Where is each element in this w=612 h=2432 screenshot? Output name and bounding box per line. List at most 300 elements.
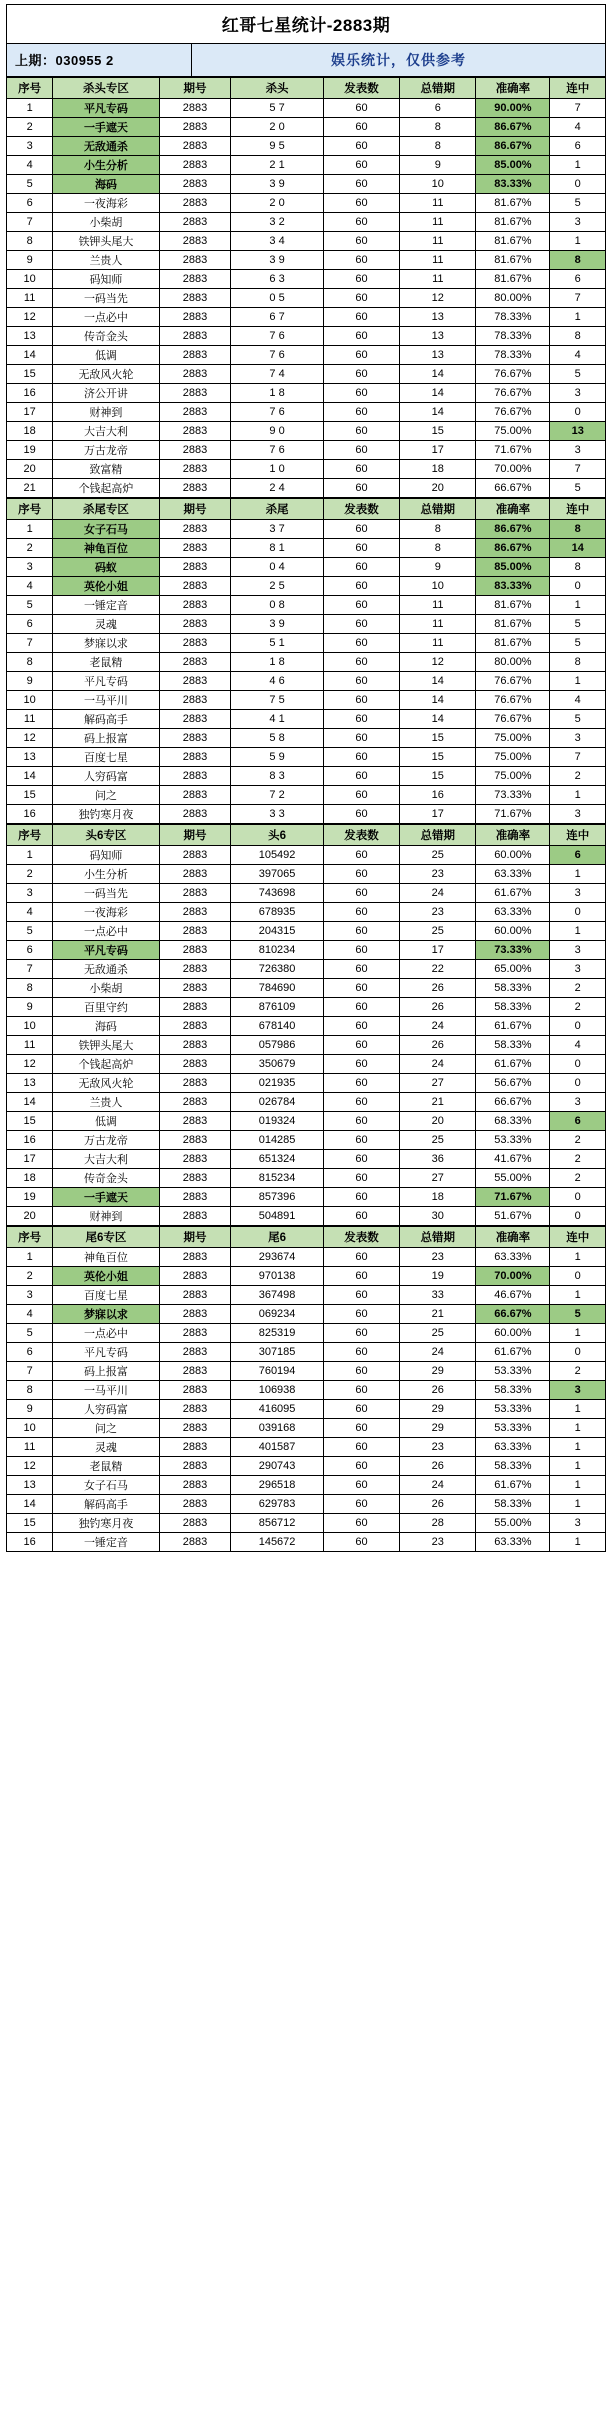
- table-row[interactable]: [7, 1381, 606, 1400]
- table-row[interactable]: [7, 1150, 606, 1169]
- table-row[interactable]: [7, 441, 606, 460]
- table-row[interactable]: [7, 270, 606, 289]
- table-row[interactable]: [7, 922, 606, 941]
- row-name: 大吉大利: [53, 1150, 159, 1169]
- row-name: 独钓寒月夜: [53, 1514, 159, 1533]
- row-index: 10: [7, 270, 53, 289]
- table-row[interactable]: [7, 903, 606, 922]
- table-row[interactable]: [7, 251, 606, 270]
- streak-header: 连中: [550, 499, 606, 520]
- table-row[interactable]: [7, 289, 606, 308]
- row-name: 无敌通杀: [53, 960, 159, 979]
- row-index: 12: [7, 1457, 53, 1476]
- table-row[interactable]: [7, 865, 606, 884]
- row-streak: 1: [550, 1495, 606, 1514]
- row-value: 2 4: [231, 479, 324, 498]
- row-name: 财神到: [53, 1207, 159, 1226]
- table-row[interactable]: [7, 1112, 606, 1131]
- row-value: 350679: [231, 1055, 324, 1074]
- table-row[interactable]: [7, 194, 606, 213]
- row-period: 2883: [159, 1400, 231, 1419]
- row-wrong: 23: [400, 1533, 476, 1552]
- row-index: 18: [7, 422, 53, 441]
- table-header-row: [7, 499, 606, 520]
- row-value: 815234: [231, 1169, 324, 1188]
- table-row[interactable]: [7, 213, 606, 232]
- row-index: 7: [7, 213, 53, 232]
- table-row[interactable]: [7, 1131, 606, 1150]
- row-publish: 60: [323, 520, 399, 539]
- table-row[interactable]: [7, 327, 606, 346]
- row-streak: 3: [550, 805, 606, 824]
- row-name: 英伦小姐: [53, 577, 159, 596]
- row-accuracy: 46.67%: [476, 1286, 550, 1305]
- table-row[interactable]: [7, 960, 606, 979]
- table-row[interactable]: [7, 1036, 606, 1055]
- row-name: 神龟百位: [53, 1248, 159, 1267]
- row-value: 3 4: [231, 232, 324, 251]
- row-period: 2883: [159, 1514, 231, 1533]
- row-streak: 5: [550, 194, 606, 213]
- row-period: 2883: [159, 308, 231, 327]
- row-period: 2883: [159, 327, 231, 346]
- table-row[interactable]: [7, 308, 606, 327]
- table-row[interactable]: [7, 1188, 606, 1207]
- table-row[interactable]: [7, 232, 606, 251]
- row-name: 一点必中: [53, 922, 159, 941]
- period-header: 期号: [159, 78, 231, 99]
- row-publish: 60: [323, 960, 399, 979]
- row-name: 无敌通杀: [53, 137, 159, 156]
- row-wrong: 24: [400, 884, 476, 903]
- row-wrong: 11: [400, 251, 476, 270]
- row-accuracy: 63.33%: [476, 865, 550, 884]
- row-index: 3: [7, 558, 53, 577]
- row-wrong: 12: [400, 289, 476, 308]
- row-name: 海码: [53, 175, 159, 194]
- row-publish: 60: [323, 1093, 399, 1112]
- row-wrong: 12: [400, 653, 476, 672]
- row-publish: 60: [323, 232, 399, 251]
- row-streak: 7: [550, 99, 606, 118]
- row-wrong: 13: [400, 308, 476, 327]
- table-row[interactable]: [7, 979, 606, 998]
- table-row[interactable]: [7, 1362, 606, 1381]
- table-row[interactable]: [7, 634, 606, 653]
- row-period: 2883: [159, 979, 231, 998]
- table-row[interactable]: [7, 346, 606, 365]
- row-accuracy: 81.67%: [476, 634, 550, 653]
- row-period: 2883: [159, 1207, 231, 1226]
- row-value: 106938: [231, 1381, 324, 1400]
- row-index: 5: [7, 1324, 53, 1343]
- row-index: 17: [7, 403, 53, 422]
- row-wrong: 13: [400, 346, 476, 365]
- row-period: 2883: [159, 1131, 231, 1150]
- row-value: 3 2: [231, 213, 324, 232]
- row-publish: 60: [323, 422, 399, 441]
- row-accuracy: 60.00%: [476, 922, 550, 941]
- table-header-row: [7, 1227, 606, 1248]
- row-wrong: 26: [400, 1381, 476, 1400]
- table-row[interactable]: [7, 884, 606, 903]
- row-accuracy: 80.00%: [476, 289, 550, 308]
- row-value: 743698: [231, 884, 324, 903]
- table-row[interactable]: [7, 691, 606, 710]
- previous-period-label: 上期：030955 2: [7, 44, 192, 76]
- row-index: 21: [7, 479, 53, 498]
- table-row[interactable]: [7, 1476, 606, 1495]
- row-name: 解码高手: [53, 1495, 159, 1514]
- table-row[interactable]: [7, 729, 606, 748]
- row-name: 小柴胡: [53, 213, 159, 232]
- table-row[interactable]: [7, 1457, 606, 1476]
- table-row[interactable]: [7, 596, 606, 615]
- row-name: 兰贵人: [53, 251, 159, 270]
- row-value: 0 4: [231, 558, 324, 577]
- row-wrong: 14: [400, 672, 476, 691]
- row-wrong: 15: [400, 729, 476, 748]
- row-accuracy: 58.33%: [476, 1457, 550, 1476]
- row-publish: 60: [323, 1112, 399, 1131]
- table-row[interactable]: [7, 460, 606, 479]
- table-row[interactable]: [7, 422, 606, 441]
- row-publish: 60: [323, 1286, 399, 1305]
- table-row[interactable]: [7, 710, 606, 729]
- table-row[interactable]: [7, 1514, 606, 1533]
- row-publish: 60: [323, 710, 399, 729]
- row-publish: 60: [323, 1400, 399, 1419]
- row-value: 7 6: [231, 346, 324, 365]
- row-period: 2883: [159, 1362, 231, 1381]
- row-name: 小柴胡: [53, 979, 159, 998]
- accuracy-header: 准确率: [476, 78, 550, 99]
- row-accuracy: 73.33%: [476, 786, 550, 805]
- row-streak: 3: [550, 960, 606, 979]
- row-name: 一锤定音: [53, 596, 159, 615]
- row-wrong: 18: [400, 1188, 476, 1207]
- row-index: 3: [7, 884, 53, 903]
- accuracy-header: 准确率: [476, 1227, 550, 1248]
- row-accuracy: 85.00%: [476, 156, 550, 175]
- row-accuracy: 90.00%: [476, 99, 550, 118]
- row-publish: 60: [323, 1207, 399, 1226]
- row-index: 16: [7, 1533, 53, 1552]
- row-index: 15: [7, 365, 53, 384]
- row-value: 5 8: [231, 729, 324, 748]
- row-value: 019324: [231, 1112, 324, 1131]
- row-wrong: 25: [400, 846, 476, 865]
- row-index: 15: [7, 1112, 53, 1131]
- zone-header: 头6专区: [53, 825, 159, 846]
- row-accuracy: 71.67%: [476, 805, 550, 824]
- table-row[interactable]: [7, 1074, 606, 1093]
- row-wrong: 27: [400, 1074, 476, 1093]
- row-period: 2883: [159, 1248, 231, 1267]
- row-streak: 1: [550, 596, 606, 615]
- row-publish: 60: [323, 365, 399, 384]
- table-row[interactable]: [7, 520, 606, 539]
- row-name: 百度七星: [53, 748, 159, 767]
- row-period: 2883: [159, 1150, 231, 1169]
- table-row[interactable]: [7, 1400, 606, 1419]
- row-name: 人穷码富: [53, 767, 159, 786]
- row-value: 021935: [231, 1074, 324, 1093]
- row-index: 14: [7, 1495, 53, 1514]
- row-index: 5: [7, 596, 53, 615]
- row-publish: 60: [323, 884, 399, 903]
- row-index: 20: [7, 1207, 53, 1226]
- table-row[interactable]: [7, 653, 606, 672]
- table-row[interactable]: [7, 479, 606, 498]
- row-value: 290743: [231, 1457, 324, 1476]
- row-accuracy: 86.67%: [476, 520, 550, 539]
- row-name: 老鼠精: [53, 1457, 159, 1476]
- row-streak: 1: [550, 1286, 606, 1305]
- row-period: 2883: [159, 520, 231, 539]
- row-name: 灵魂: [53, 1438, 159, 1457]
- row-accuracy: 75.00%: [476, 748, 550, 767]
- row-index: 13: [7, 1476, 53, 1495]
- row-streak: 7: [550, 289, 606, 308]
- row-streak: 1: [550, 156, 606, 175]
- row-streak: 6: [550, 846, 606, 865]
- page-title: 红哥七星统计-2883期: [6, 4, 606, 44]
- table-row[interactable]: [7, 1305, 606, 1324]
- row-streak: 6: [550, 137, 606, 156]
- table-row[interactable]: [7, 998, 606, 1017]
- row-index: 4: [7, 156, 53, 175]
- row-accuracy: 78.33%: [476, 346, 550, 365]
- row-value: 039168: [231, 1419, 324, 1438]
- table-row[interactable]: [7, 615, 606, 634]
- row-index: 4: [7, 1305, 53, 1324]
- row-publish: 60: [323, 1131, 399, 1150]
- row-accuracy: 58.33%: [476, 998, 550, 1017]
- row-index: 7: [7, 634, 53, 653]
- row-wrong: 26: [400, 1036, 476, 1055]
- row-publish: 60: [323, 1017, 399, 1036]
- stats-table-4: [6, 1226, 606, 1552]
- row-streak: 1: [550, 1248, 606, 1267]
- row-publish: 60: [323, 1169, 399, 1188]
- row-name: 人穷码富: [53, 1400, 159, 1419]
- table-row[interactable]: [7, 1533, 606, 1552]
- row-index: 3: [7, 1286, 53, 1305]
- row-index: 19: [7, 1188, 53, 1207]
- row-index: 9: [7, 251, 53, 270]
- row-period: 2883: [159, 422, 231, 441]
- row-streak: 1: [550, 232, 606, 251]
- row-streak: 0: [550, 1343, 606, 1362]
- row-streak: 8: [550, 653, 606, 672]
- row-publish: 60: [323, 941, 399, 960]
- table-row[interactable]: [7, 767, 606, 786]
- table-row[interactable]: [7, 1093, 606, 1112]
- row-streak: 3: [550, 213, 606, 232]
- row-accuracy: 70.00%: [476, 460, 550, 479]
- row-publish: 60: [323, 384, 399, 403]
- row-index: 16: [7, 384, 53, 403]
- row-streak: 4: [550, 118, 606, 137]
- table-row[interactable]: [7, 384, 606, 403]
- row-accuracy: 75.00%: [476, 729, 550, 748]
- row-value: 293674: [231, 1248, 324, 1267]
- table-row[interactable]: [7, 1324, 606, 1343]
- row-accuracy: 81.67%: [476, 213, 550, 232]
- row-publish: 60: [323, 903, 399, 922]
- row-streak: 2: [550, 1169, 606, 1188]
- row-wrong: 15: [400, 748, 476, 767]
- table-row[interactable]: [7, 403, 606, 422]
- row-value: 876109: [231, 998, 324, 1017]
- row-value: 397065: [231, 865, 324, 884]
- row-publish: 60: [323, 653, 399, 672]
- row-accuracy: 66.67%: [476, 1305, 550, 1324]
- row-name: 大吉大利: [53, 422, 159, 441]
- table-row[interactable]: [7, 558, 606, 577]
- row-name: 一手遮天: [53, 118, 159, 137]
- table-row[interactable]: [7, 1207, 606, 1226]
- row-index: 10: [7, 1419, 53, 1438]
- row-name: 问之: [53, 1419, 159, 1438]
- row-period: 2883: [159, 577, 231, 596]
- row-publish: 60: [323, 1419, 399, 1438]
- row-wrong: 17: [400, 941, 476, 960]
- table-row[interactable]: [7, 1248, 606, 1267]
- row-accuracy: 61.67%: [476, 1017, 550, 1036]
- row-streak: 7: [550, 460, 606, 479]
- table-row[interactable]: [7, 748, 606, 767]
- row-wrong: 9: [400, 156, 476, 175]
- table-row[interactable]: [7, 365, 606, 384]
- row-publish: 60: [323, 1381, 399, 1400]
- table-row[interactable]: [7, 1343, 606, 1362]
- row-streak: 0: [550, 577, 606, 596]
- row-index: 10: [7, 691, 53, 710]
- row-index: 11: [7, 1438, 53, 1457]
- row-wrong: 14: [400, 384, 476, 403]
- row-publish: 60: [323, 1457, 399, 1476]
- row-accuracy: 75.00%: [476, 422, 550, 441]
- row-publish: 60: [323, 805, 399, 824]
- table-row[interactable]: [7, 786, 606, 805]
- row-period: 2883: [159, 1112, 231, 1131]
- row-streak: 1: [550, 922, 606, 941]
- row-publish: 60: [323, 596, 399, 615]
- row-period: 2883: [159, 1476, 231, 1495]
- row-streak: 6: [550, 1112, 606, 1131]
- row-publish: 60: [323, 1343, 399, 1362]
- row-value: 6 3: [231, 270, 324, 289]
- row-value: 3 3: [231, 805, 324, 824]
- row-name: 小生分析: [53, 156, 159, 175]
- row-period: 2883: [159, 672, 231, 691]
- table-row[interactable]: [7, 1419, 606, 1438]
- row-publish: 60: [323, 1248, 399, 1267]
- row-index: 8: [7, 653, 53, 672]
- table-row[interactable]: [7, 941, 606, 960]
- table-row[interactable]: [7, 99, 606, 118]
- row-publish: 60: [323, 1305, 399, 1324]
- row-value: 4 6: [231, 672, 324, 691]
- row-value: 760194: [231, 1362, 324, 1381]
- row-period: 2883: [159, 960, 231, 979]
- row-index: 6: [7, 194, 53, 213]
- row-index: 9: [7, 672, 53, 691]
- table-row[interactable]: [7, 846, 606, 865]
- row-name: 码上报富: [53, 1362, 159, 1381]
- table-row[interactable]: [7, 1055, 606, 1074]
- table-row[interactable]: [7, 1495, 606, 1514]
- table-row[interactable]: [7, 175, 606, 194]
- row-publish: 60: [323, 1188, 399, 1207]
- row-accuracy: 60.00%: [476, 1324, 550, 1343]
- row-period: 2883: [159, 1343, 231, 1362]
- row-index: 8: [7, 232, 53, 251]
- row-wrong: 29: [400, 1400, 476, 1419]
- row-streak: 7: [550, 748, 606, 767]
- table-row[interactable]: [7, 1169, 606, 1188]
- row-wrong: 21: [400, 1305, 476, 1324]
- row-wrong: 17: [400, 805, 476, 824]
- row-index: 2: [7, 1267, 53, 1286]
- row-value: 825319: [231, 1324, 324, 1343]
- row-wrong: 11: [400, 213, 476, 232]
- row-publish: 60: [323, 251, 399, 270]
- publish-header: 发表数: [323, 499, 399, 520]
- table-row[interactable]: [7, 118, 606, 137]
- row-accuracy: 51.67%: [476, 1207, 550, 1226]
- table-row[interactable]: [7, 1286, 606, 1305]
- table-row[interactable]: [7, 1438, 606, 1457]
- row-wrong: 24: [400, 1343, 476, 1362]
- row-accuracy: 76.67%: [476, 710, 550, 729]
- row-period: 2883: [159, 884, 231, 903]
- table-row[interactable]: [7, 539, 606, 558]
- row-accuracy: 81.67%: [476, 615, 550, 634]
- index-header: 序号: [7, 78, 53, 99]
- row-period: 2883: [159, 1074, 231, 1093]
- row-wrong: 11: [400, 634, 476, 653]
- row-index: 11: [7, 1036, 53, 1055]
- period-header: 期号: [159, 499, 231, 520]
- table-row[interactable]: [7, 805, 606, 824]
- table-row[interactable]: [7, 672, 606, 691]
- table-row[interactable]: [7, 577, 606, 596]
- row-wrong: 14: [400, 710, 476, 729]
- row-streak: 8: [550, 251, 606, 270]
- table-row[interactable]: [7, 156, 606, 175]
- table-row[interactable]: [7, 1267, 606, 1286]
- row-streak: 1: [550, 865, 606, 884]
- row-streak: 8: [550, 520, 606, 539]
- row-wrong: 20: [400, 1112, 476, 1131]
- row-accuracy: 76.67%: [476, 672, 550, 691]
- row-streak: 3: [550, 941, 606, 960]
- row-streak: 8: [550, 327, 606, 346]
- row-publish: 60: [323, 1267, 399, 1286]
- row-period: 2883: [159, 137, 231, 156]
- row-wrong: 20: [400, 479, 476, 498]
- row-streak: 0: [550, 1188, 606, 1207]
- table-row[interactable]: [7, 137, 606, 156]
- stats-table-2: [6, 498, 606, 824]
- row-accuracy: 66.67%: [476, 1093, 550, 1112]
- table-row[interactable]: [7, 1017, 606, 1036]
- accuracy-header: 准确率: [476, 825, 550, 846]
- row-index: 13: [7, 748, 53, 767]
